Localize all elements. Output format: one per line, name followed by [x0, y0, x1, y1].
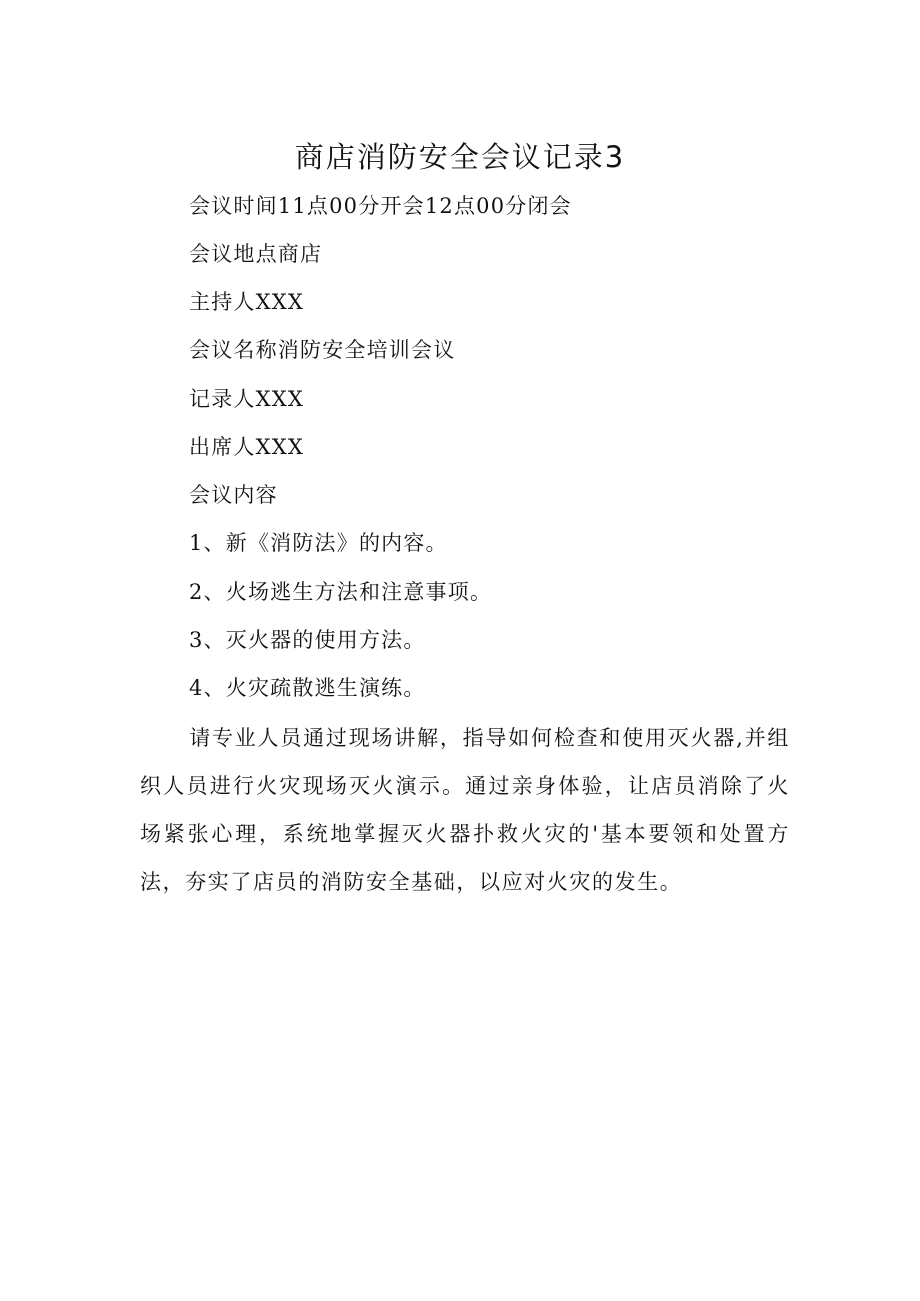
attendees-line: 出席人XXX	[189, 435, 305, 459]
content-item-1: 1、新《消防法》的内容。	[189, 531, 448, 555]
meeting-location-line: 会议地点商店	[189, 242, 323, 266]
meeting-name-line: 会议名称消防安全培训会议	[189, 338, 456, 362]
content-item-2: 2、火场逃生方法和注意事项。	[189, 580, 493, 604]
meeting-content-heading: 会议内容	[189, 483, 278, 507]
summary-paragraph-text: 请专业人员通过现场讲解，指导如何检查和使用灭火器,并组织人员进行火灾现场灭火演示。通过亲身体验，让店员消除了火场紧张心理，系统地掌握灭火器扑救火灾的'基本要领和处置方法，夯实了店员的消防安全基础，以应对火灾的发生。	[140, 726, 790, 894]
meeting-time-line: 会议时间11点00分开会12点00分闭会	[189, 194, 572, 218]
document-title: 商店消防安全会议记录3	[294, 140, 626, 174]
summary-paragraph	[140, 714, 790, 906]
content-item-4: 4、火灾疏散逃生演练。	[189, 676, 426, 700]
recorder-line: 记录人XXX	[189, 387, 305, 411]
host-line: 主持人XXX	[189, 290, 305, 314]
content-item-3: 3、灭火器的使用方法。	[189, 628, 426, 652]
